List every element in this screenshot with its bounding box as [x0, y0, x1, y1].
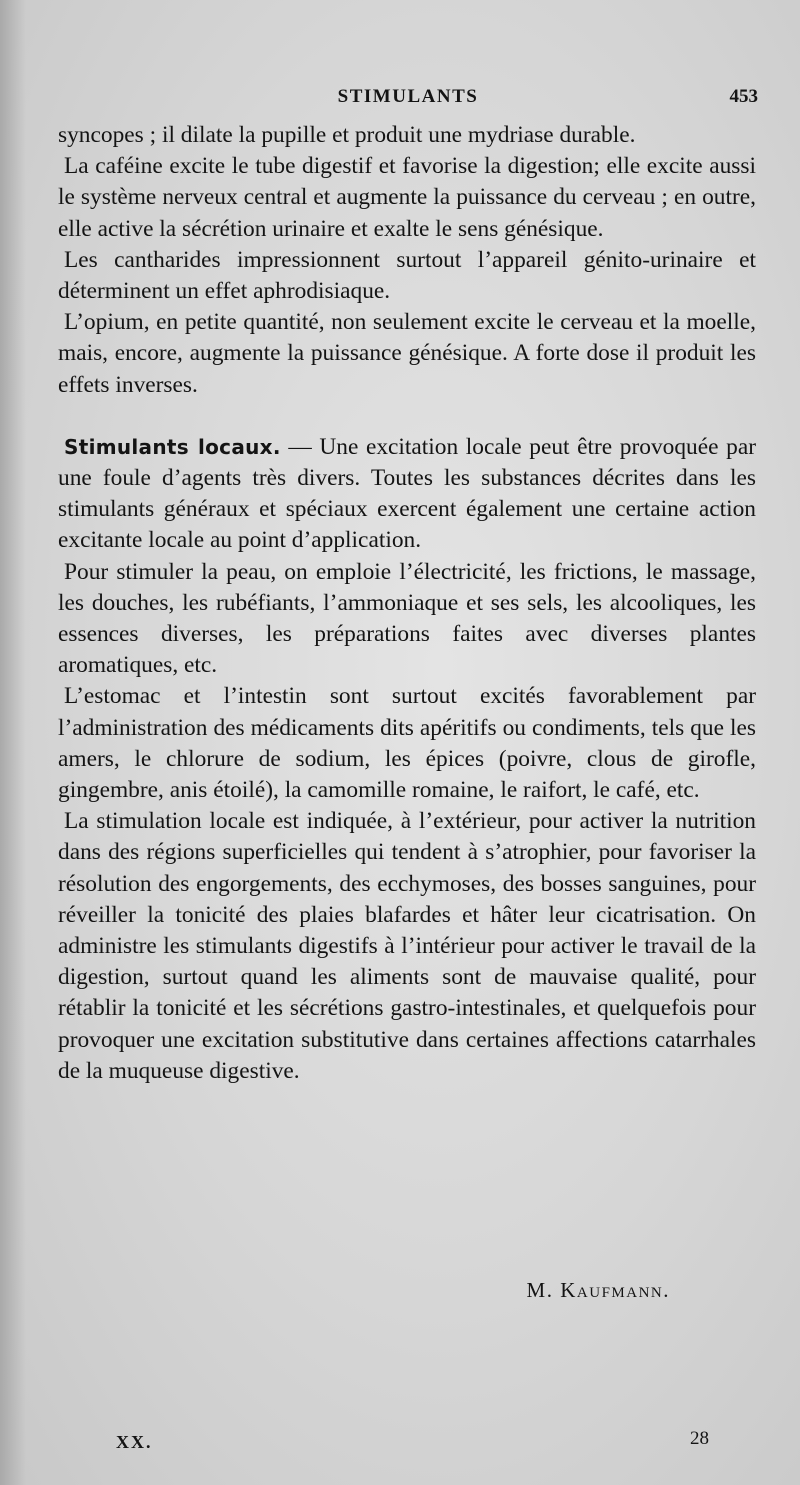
signature-initial: M.	[526, 1278, 561, 1302]
section-heading: Stimulants locaux.	[64, 434, 281, 459]
section-lead: — Une excitation locale peut être provoquée par une foule d’agents très divers. Toutes les substances décrites dans les stimulants généraux et spéciaux exercent également une certaine action excitante locale au point d’application.	[58, 433, 756, 554]
paragraph-opium: L’opium, en petite quantité, non seulement excite le cerveau et la moelle, mais, encore, augmente la puissance génésique. A forte dose il produit les effets inverses.	[58, 309, 756, 398]
paragraph-cafeine: La caféine excite le tube digestif et favorise la digestion; elle excite aussi le système nerveux central et augmente la puissance du cerveau ; en outre, elle active la sécrétion urinaire et exalte le sens génésique.	[58, 153, 756, 242]
running-title: STIMULANTS	[337, 86, 479, 107]
paragraph-peau: Pour stimuler la peau, on emploie l’électricité, les frictions, le massage, les douches, les rubéfiants, l’ammoniaque et ses sels, les alcooliques, les essences diverses, les préparations faites avec diverses plantes aromatiques, etc.	[58, 558, 756, 679]
gathering-number: 28	[690, 1428, 709, 1449]
paragraph-stimulation-locale: La stimulation locale est indiquée, à l’extérieur, pour activer la nutrition dans des régions superficielles qui tendent à s’atrophier, pour favoriser la résolution des engorgements, des ecchymoses, des bosses sanguines, pour réveiller la tonicité des plaies blafardes et hâter leur cicatrisation. On administre les stimulants digestifs à l’intérieur pour activer le travail de la digestion, surtout quand les aliments sont de mauvaise qualité, pour rétablir la tonicité et les sécrétions gastro-intestinales, et quelquefois pour provoquer une excitation substitutive dans certaines affections catarrhales de la muqueuse digestive.	[58, 808, 756, 1084]
body-text	[58, 120, 756, 1087]
volume-signature-mark: XX.	[116, 1432, 153, 1452]
author-signature	[527, 1278, 670, 1303]
paragraph-cantharides: Les cantharides impressionnent surtout l’appareil génito-urinaire et déterminent un effet aphrodisiaque.	[58, 246, 756, 305]
page-header	[58, 86, 758, 116]
paragraph-estomac: L’estomac et l’intestin sont surtout excités favorablement par l’administration des médicaments dits apéritifs ou condiments, tels que les amers, le chlorure de sodium, les épices (poivre, clous de girofle, gingembre, anis étoilé), la camomille romaine, le raifort, le café, etc.	[58, 683, 756, 804]
section-stimulants-locaux	[58, 432, 756, 557]
page-number: 453	[729, 86, 758, 107]
paragraph-syncopes: syncopes ; il dilate la pupille et produit une mydriase durable.	[58, 122, 636, 148]
signature-name: Kaufmann.	[560, 1278, 670, 1302]
